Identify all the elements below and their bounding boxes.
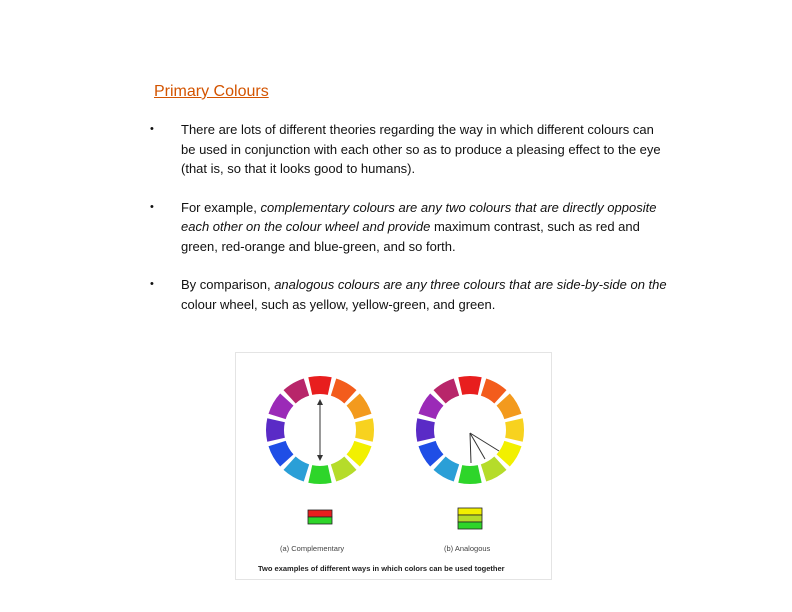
complementary-swatch: [308, 510, 332, 524]
colour-wheel-analogous: [416, 376, 524, 484]
analogous-arrow: [470, 433, 499, 451]
analogous-swatch: [458, 508, 482, 529]
wheel-segment: [331, 378, 357, 403]
wheel-segment: [505, 418, 524, 441]
wheel-segment: [347, 394, 372, 420]
wheel-segment: [458, 376, 481, 395]
swatch-bar: [308, 517, 332, 524]
analogous-arrow: [470, 433, 485, 459]
arrowhead-icon: [317, 455, 323, 461]
arrowhead-icon: [317, 399, 323, 405]
bullet-text-italic: analogous colours are any three colours that are side-by-side on the: [274, 277, 667, 292]
wheel-segment: [418, 394, 443, 420]
label-complementary: (a) Complementary: [280, 544, 345, 553]
wheel-segment: [481, 457, 507, 482]
bullet-text: By comparison,: [181, 277, 275, 292]
page-title: Primary Colours: [154, 83, 269, 100]
wheel-segment: [481, 378, 507, 403]
bullet-text: For example,: [181, 199, 261, 215]
wheel-segment: [434, 378, 460, 403]
bullet-item: [150, 275, 670, 314]
label-analogous: (b) Analogous: [444, 544, 491, 553]
colour-wheel-figure: [235, 352, 552, 580]
swatch-bar: [458, 508, 482, 515]
wheel-segment: [266, 418, 285, 441]
analogous-arrow: [470, 433, 471, 463]
wheel-segment: [434, 457, 460, 482]
wheel-segment: [497, 394, 522, 420]
wheel-segment: [268, 441, 293, 467]
wheel-segment: [268, 394, 293, 420]
bullet-marker: •: [150, 278, 154, 290]
bullet-text: There are lots of different theories regarding the way in which different colours can be used in conjunction with each other so as to produce a pleasing effect to the eye (that is, so that it looks good to humans).: [181, 122, 661, 176]
wheel-arrows: [317, 399, 499, 463]
bullet-text-italic: complementary colours are any two colours that are directly opposite each other on the colour wheel and provide: [181, 199, 657, 234]
bullet-text: colour wheel, such as yellow, yellow-green, and green.: [181, 296, 496, 312]
wheel-segment: [347, 441, 372, 467]
bullet-text: maximum contrast, such as red and green, red-orange and blue-green, and so forth.: [181, 219, 640, 254]
bullet-marker: •: [150, 200, 154, 213]
wheel-segment: [284, 378, 310, 403]
wheel-segment: [497, 441, 522, 467]
bullet-list: [150, 120, 670, 333]
bullet-item: [150, 120, 670, 179]
wheel-segment: [331, 457, 357, 482]
wheel-segment: [308, 376, 331, 395]
wheel-segment: [418, 441, 443, 467]
swatch-bar: [308, 510, 332, 517]
figure-caption: Two examples of different ways in which colors can be used together: [258, 564, 505, 573]
wheel-segment: [458, 465, 481, 484]
bullet-marker: •: [150, 123, 154, 135]
swatch-bar: [458, 515, 482, 522]
wheel-segment: [308, 465, 331, 484]
swatch-bar: [458, 522, 482, 529]
wheel-segment: [355, 418, 374, 441]
wheel-segment: [416, 418, 435, 441]
bullet-item: [150, 198, 670, 257]
wheel-segment: [284, 457, 310, 482]
